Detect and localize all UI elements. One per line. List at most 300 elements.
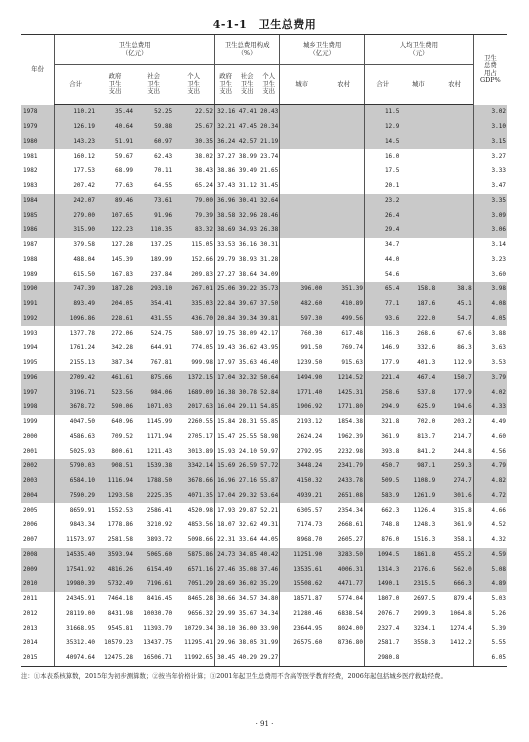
cell-total: 1096.86	[55, 312, 96, 327]
cell-personal-pct: 53.64	[258, 489, 280, 504]
cell-urban: 1906.92	[280, 400, 323, 415]
cell-total: 11573.97	[55, 533, 96, 548]
cell-social: 64.55	[154, 182, 173, 190]
cell-pc-rural	[436, 179, 473, 194]
cell-gdp: 4.60	[473, 430, 507, 445]
cell-pc-urban: 158.8	[400, 282, 436, 297]
cell-personal: 38.02	[194, 152, 213, 160]
cell-social: 1539.38	[134, 459, 173, 474]
cell-gov: 35.44	[96, 105, 134, 120]
cell-total: 9843.34	[55, 518, 96, 533]
cell-pc-rural: 86.3	[457, 344, 472, 352]
cell-personal-pct: 50.64	[258, 371, 280, 386]
cell-urban: 15508.62	[280, 577, 323, 592]
cell-personal: 3678.66	[173, 474, 214, 489]
cell-urban: 23644.95	[280, 621, 323, 636]
cell-social: 1211.43	[146, 447, 173, 455]
cell-pc-rural: 1412.2	[450, 639, 472, 647]
cell-urban: 991.50	[280, 341, 323, 356]
cell-year: 1985	[21, 208, 55, 223]
cell-urban: 2792.95	[280, 444, 323, 459]
cell-rural: 4006.31	[323, 562, 364, 577]
cell-social-pct: 30.41	[236, 194, 258, 209]
cell-pc-urban: 3234.1	[413, 624, 436, 632]
cell-gov: 77.63	[114, 182, 134, 190]
cell-year: 2005	[23, 506, 38, 514]
cell-pc-total: 93.6	[365, 312, 401, 327]
cell-social-pct: 28.31	[238, 418, 257, 426]
cell-gov-pct: 15.93	[215, 444, 237, 459]
cell-year: 1979	[21, 120, 55, 135]
cell-social-pct: 36.62	[238, 344, 257, 352]
cell-personal-pct: 23.74	[260, 152, 279, 160]
table-row	[21, 223, 507, 238]
cell-urban: 482.60	[280, 297, 323, 312]
cell-year: 1996	[21, 371, 55, 386]
cell-gov: 8431.98	[107, 609, 134, 617]
cell-gdp: 3.79	[473, 371, 507, 386]
cell-pc-rural	[436, 120, 473, 135]
cell-social: 73.61	[134, 194, 173, 209]
header-pc-rural: 农村	[436, 65, 473, 105]
cell-gov-pct: 24.73	[215, 548, 237, 563]
cell-rural	[323, 135, 364, 150]
cell-social: 8416.45	[146, 595, 173, 603]
cell-gov-pct: 28.69	[215, 577, 237, 592]
cell-personal-pct: 20.34	[258, 120, 280, 135]
cell-total: 379.58	[55, 238, 96, 253]
cell-gov-pct: 30.10	[215, 621, 237, 636]
table-row	[21, 444, 507, 459]
cell-year: 1981	[23, 152, 38, 160]
cell-total: 3196.71	[55, 385, 96, 400]
cell-total: 24345.91	[55, 592, 96, 607]
cell-pc-total: 2980.8	[365, 651, 401, 666]
cell-pc-urban: 1108.9	[400, 474, 436, 489]
cell-personal: 335.03	[173, 297, 214, 312]
table-body	[21, 105, 507, 667]
cell-urban	[280, 135, 323, 150]
cell-gov: 107.65	[96, 208, 134, 223]
cell-personal-pct: 35.73	[258, 282, 280, 297]
cell-pc-urban: 1516.3	[413, 536, 436, 544]
cell-personal-pct: 39.81	[258, 312, 280, 327]
cell-pc-total: 14.5	[365, 135, 401, 150]
cell-total: 893.49	[55, 297, 96, 312]
cell-social: 1171.94	[146, 432, 173, 440]
table-row	[21, 636, 507, 651]
cell-year: 2008	[21, 548, 55, 563]
cell-total: 31668.95	[55, 621, 96, 636]
cell-total: 110.21	[55, 105, 96, 120]
cell-social-pct: 36.16	[238, 241, 257, 249]
table-row	[21, 120, 507, 135]
header-rural: 农村	[323, 65, 364, 105]
cell-pc-urban	[400, 149, 436, 164]
cell-social-pct: 29.87	[238, 506, 257, 514]
cell-total: 35312.40	[55, 636, 96, 651]
cell-gov: 228.61	[96, 312, 134, 327]
cell-pc-total: 361.9	[365, 430, 401, 445]
table-row	[21, 297, 507, 312]
cell-pc-total: 2327.4	[365, 621, 401, 636]
cell-year: 2014	[23, 639, 38, 647]
cell-social-pct: 40.29	[236, 651, 258, 666]
cell-gov: 1778.86	[107, 521, 134, 529]
table-row	[21, 282, 507, 297]
table-row	[21, 474, 507, 489]
cell-personal-pct: 34.80	[260, 595, 279, 603]
cell-social-pct: 32.96	[236, 208, 258, 223]
cell-rural	[323, 105, 364, 120]
cell-gov-pct: 37.27	[215, 149, 237, 164]
cell-social: 11393.79	[143, 624, 173, 632]
cell-urban: 3448.24	[280, 459, 323, 474]
cell-gdp: 4.32	[473, 533, 507, 548]
table-row	[21, 400, 507, 415]
cell-year: 1992	[21, 312, 55, 327]
cell-personal: 4853.56	[187, 521, 213, 529]
cell-personal: 83.32	[173, 223, 214, 238]
cell-year: 2007	[23, 536, 38, 544]
cell-personal-pct: 55.85	[260, 418, 279, 426]
header-group-per-capita: 人均卫生费用 （元）	[365, 35, 474, 65]
cell-rural: 2232.98	[337, 447, 364, 455]
cell-personal: 2260.55	[187, 418, 213, 426]
cell-pc-rural	[436, 105, 473, 120]
cell-gdp: 4.89	[473, 577, 507, 592]
cell-rural	[323, 223, 364, 238]
cell-personal: 115.05	[191, 241, 213, 249]
cell-personal-pct: 31.99	[260, 639, 279, 647]
cell-pc-rural	[436, 253, 473, 268]
cell-year: 2004	[21, 489, 55, 504]
cell-urban: 597.30	[280, 312, 323, 327]
cell-gdp: 3.15	[473, 135, 507, 150]
cell-pc-rural	[436, 208, 473, 223]
cell-personal: 5098.66	[187, 536, 213, 544]
cell-personal-pct: 33.90	[260, 624, 279, 632]
cell-personal-pct: 21.19	[258, 135, 280, 150]
cell-gov-pct: 19.43	[215, 341, 237, 356]
cell-gov-pct: 38.69	[215, 223, 237, 238]
cell-urban: 8968.70	[280, 533, 323, 548]
cell-rural	[323, 253, 364, 268]
cell-rural: 1771.80	[323, 400, 364, 415]
cell-gdp: 4.33	[473, 400, 507, 415]
cell-gov-pct: 22.84	[215, 297, 237, 312]
cell-personal-pct: 42.17	[260, 329, 279, 337]
cell-year: 1989	[23, 270, 38, 278]
table-row	[21, 503, 507, 518]
cell-social: 10030.70	[143, 609, 173, 617]
cell-urban: 11251.90	[280, 548, 323, 563]
cell-urban	[280, 253, 323, 268]
cell-pc-urban	[400, 105, 436, 120]
cell-pc-total: 662.3	[365, 503, 401, 518]
cell-rural	[323, 267, 364, 282]
cell-total: 40974.64	[55, 651, 96, 666]
cell-pc-rural	[436, 149, 473, 164]
cell-pc-total: 1094.5	[365, 548, 401, 563]
cell-total: 747.39	[55, 282, 96, 297]
cell-urban	[280, 179, 323, 194]
cell-gov: 59.67	[114, 152, 134, 160]
cell-personal-pct: 52.21	[260, 506, 279, 514]
cell-pc-total: 221.4	[365, 371, 401, 386]
cell-total: 14535.40	[55, 548, 96, 563]
cell-pc-urban: 187.6	[400, 297, 436, 312]
cell-total: 5790.03	[55, 459, 96, 474]
cell-gdp: 3.27	[473, 149, 507, 164]
cell-year: 1988	[23, 255, 38, 263]
cell-gdp: 4.02	[473, 385, 507, 400]
cell-urban	[280, 238, 323, 253]
cell-pc-rural: 315.8	[453, 506, 472, 514]
cell-gov-pct: 17.93	[215, 503, 237, 518]
cell-rural: 617.48	[341, 329, 364, 337]
cell-total: 6584.10	[55, 474, 96, 489]
table-row	[21, 577, 507, 592]
cell-year: 1978	[21, 105, 55, 120]
cell-social-pct: 30.78	[236, 385, 258, 400]
cell-pc-total: 1807.0	[365, 592, 401, 607]
cell-rural: 4471.77	[323, 577, 364, 592]
cell-personal-pct: 26.38	[258, 223, 280, 238]
cell-social: 59.88	[134, 120, 173, 135]
cell-pc-urban: 1126.4	[413, 506, 436, 514]
cell-social-pct: 36.02	[236, 577, 258, 592]
cell-pc-total: 177.9	[365, 356, 401, 371]
cell-social-pct: 26.59	[236, 459, 258, 474]
cell-social: 875.66	[134, 371, 173, 386]
cell-urban: 1494.90	[280, 371, 323, 386]
table-row	[21, 149, 507, 164]
cell-gov-pct: 15.69	[215, 459, 237, 474]
cell-personal-pct: 34.34	[260, 609, 279, 617]
cell-gov: 640.96	[111, 418, 134, 426]
cell-social-pct: 39.67	[236, 297, 258, 312]
cell-pc-total: 1490.1	[365, 577, 401, 592]
cell-gov-pct: 16.96	[215, 474, 237, 489]
cell-urban: 13535.61	[280, 562, 323, 577]
cell-total: 315.90	[55, 223, 96, 238]
cell-rural	[323, 179, 364, 194]
cell-social: 293.10	[134, 282, 173, 297]
table-row	[21, 105, 507, 120]
cell-gov-pct: 27.46	[215, 562, 237, 577]
cell-social-pct: 38.09	[238, 329, 257, 337]
cell-social-pct: 27.16	[236, 474, 258, 489]
cell-pc-total: 583.9	[365, 489, 401, 504]
cell-gdp: 4.05	[473, 312, 507, 327]
cell-social: 984.06	[134, 385, 173, 400]
cell-pc-urban	[400, 179, 436, 194]
cell-gov: 40.64	[96, 120, 134, 135]
cell-year: 2003	[21, 474, 55, 489]
cell-year: 1997	[21, 385, 55, 400]
cell-personal-pct: 59.97	[260, 447, 279, 455]
cell-year: 2006	[23, 521, 38, 529]
cell-urban	[280, 651, 323, 666]
cell-personal: 2017.63	[173, 400, 214, 415]
cell-pc-rural	[436, 651, 473, 666]
cell-gov-pct: 19.75	[215, 326, 237, 341]
cell-pc-rural: 455.2	[436, 548, 473, 563]
cell-pc-urban: 467.4	[400, 371, 436, 386]
cell-pc-urban	[400, 135, 436, 150]
cell-year: 1982	[23, 167, 38, 175]
cell-gov-pct: 15.47	[215, 430, 237, 445]
cell-pc-total: 258.6	[365, 385, 401, 400]
table-row	[21, 489, 507, 504]
cell-pc-rural: 244.8	[453, 447, 472, 455]
cell-gdp: 3.02	[473, 105, 507, 120]
cell-urban: 1239.50	[280, 356, 323, 371]
cell-pc-rural: 301.6	[436, 489, 473, 504]
cell-social: 354.41	[134, 297, 173, 312]
table-row	[21, 164, 507, 179]
cell-urban: 4939.21	[280, 489, 323, 504]
cell-pc-rural	[436, 135, 473, 150]
header-personal-pct: 个人 卫生 支出	[258, 65, 280, 105]
cell-pc-total: 77.1	[365, 297, 401, 312]
table-row	[21, 621, 507, 636]
table-notes: 注：①本表系核算数，2015年为初步测算数；②按当年价格计算；③2001年起卫生总费用不含高等医学教育经费，2006年起包括城乡医疗救助经费。	[21, 672, 447, 680]
cell-year: 2013	[23, 624, 38, 632]
cell-gdp: 5.03	[473, 592, 507, 607]
cell-year: 2001	[23, 447, 38, 455]
cell-pc-urban: 222.0	[400, 312, 436, 327]
table-row	[21, 430, 507, 445]
cell-year: 2009	[21, 562, 55, 577]
cell-personal-pct: 58.98	[260, 432, 279, 440]
cell-social-pct: 39.22	[236, 282, 258, 297]
cell-personal: 79.00	[173, 194, 214, 209]
cell-social: 3893.72	[146, 536, 173, 544]
cell-rural: 2605.27	[337, 536, 364, 544]
cell-social: 110.35	[134, 223, 173, 238]
cell-pc-total: 16.0	[365, 149, 401, 164]
cell-gdp: 3.53	[473, 356, 507, 371]
cell-gov: 51.91	[96, 135, 134, 150]
cell-urban: 6305.57	[280, 503, 323, 518]
cell-pc-total: 65.4	[365, 282, 401, 297]
header-gov-pct: 政府 卫生 支出	[215, 65, 237, 105]
cell-gdp: 4.49	[473, 415, 507, 430]
cell-rural: 2433.78	[323, 474, 364, 489]
cell-rural: 2354.34	[337, 506, 364, 514]
cell-social: 62.43	[154, 152, 173, 160]
cell-gov-pct: 25.06	[215, 282, 237, 297]
cell-pc-urban: 3558.3	[413, 639, 436, 647]
cell-pc-urban: 537.8	[400, 385, 436, 400]
cell-total: 7590.29	[55, 489, 96, 504]
cell-gov-pct: 38.58	[215, 208, 237, 223]
cell-total: 1761.24	[55, 341, 96, 356]
cell-gdp: 4.79	[473, 459, 507, 474]
cell-pc-rural: 259.3	[436, 459, 473, 474]
cell-social-pct: 34.57	[238, 595, 257, 603]
cell-rural: 915.63	[341, 359, 364, 367]
cell-year: 1983	[23, 182, 38, 190]
cell-gdp: 4.82	[473, 474, 507, 489]
cell-pc-total: 116.3	[365, 326, 401, 341]
cell-gov: 167.83	[111, 270, 134, 278]
cell-gdp: 4.59	[473, 548, 507, 563]
cell-gov: 1552.53	[107, 506, 134, 514]
cell-social: 13437.75	[143, 639, 173, 647]
cell-pc-urban: 332.6	[417, 344, 436, 352]
cell-social-pct: 47.41	[236, 105, 258, 120]
cell-personal: 580.97	[191, 329, 213, 337]
header-group-composition: 卫生总费用构成 （%）	[215, 35, 280, 65]
cell-gov: 461.61	[96, 371, 134, 386]
cell-social-pct: 33.64	[238, 536, 257, 544]
cell-rural: 769.74	[341, 344, 364, 352]
cell-personal: 4071.35	[173, 489, 214, 504]
table-row	[21, 208, 507, 223]
cell-rural: 1854.38	[337, 418, 364, 426]
cell-gov: 89.46	[96, 194, 134, 209]
cell-urban	[280, 164, 323, 179]
cell-social-pct: 29.11	[236, 400, 258, 415]
cell-pc-urban	[400, 651, 436, 666]
cell-social: 1145.99	[146, 418, 173, 426]
cell-gov-pct: 22.31	[215, 533, 237, 548]
cell-gov: 1116.94	[96, 474, 134, 489]
cell-total: 4047.50	[55, 415, 96, 430]
cell-gov: 342.28	[111, 344, 134, 352]
cell-gov-pct: 32.21	[215, 120, 237, 135]
cell-gdp: 5.08	[473, 562, 507, 577]
cell-pc-urban: 268.6	[417, 329, 436, 337]
cell-personal: 22.52	[173, 105, 214, 120]
cell-gov: 68.99	[114, 167, 134, 175]
cell-rural: 8736.80	[337, 639, 364, 647]
cell-personal-pct: 55.87	[258, 474, 280, 489]
cell-social: 16506.71	[134, 651, 173, 666]
cell-gov-pct: 36.96	[215, 194, 237, 209]
table-row	[21, 179, 507, 194]
cell-personal: 152.66	[191, 255, 213, 263]
cell-gov-pct: 16.38	[215, 385, 237, 400]
cell-total: 1377.78	[55, 326, 96, 341]
cell-year: 1984	[21, 194, 55, 209]
cell-social: 2225.35	[134, 489, 173, 504]
table-row	[21, 533, 507, 548]
cell-social: 52.25	[134, 105, 173, 120]
cell-personal-pct: 30.31	[260, 241, 279, 249]
cell-urban	[280, 223, 323, 238]
cell-pc-rural: 1274.4	[450, 624, 472, 632]
cell-gov: 7464.18	[107, 595, 134, 603]
cell-pc-rural: 203.2	[453, 418, 472, 426]
page-number: · 91 ·	[255, 720, 274, 728]
cell-pc-rural	[436, 267, 473, 282]
cell-pc-total: 146.9	[365, 341, 401, 356]
header-pc-total: 合计	[365, 65, 401, 105]
cell-social-pct: 35.08	[236, 562, 258, 577]
cell-urban: 7174.73	[280, 518, 323, 533]
cell-urban	[280, 120, 323, 135]
cell-social: 60.97	[134, 135, 173, 150]
cell-personal: 436.70	[173, 312, 214, 327]
cell-social-pct: 34.93	[236, 223, 258, 238]
cell-personal-pct: 29.27	[258, 651, 280, 666]
cell-rural	[323, 238, 364, 253]
cell-social: 6154.49	[134, 562, 173, 577]
